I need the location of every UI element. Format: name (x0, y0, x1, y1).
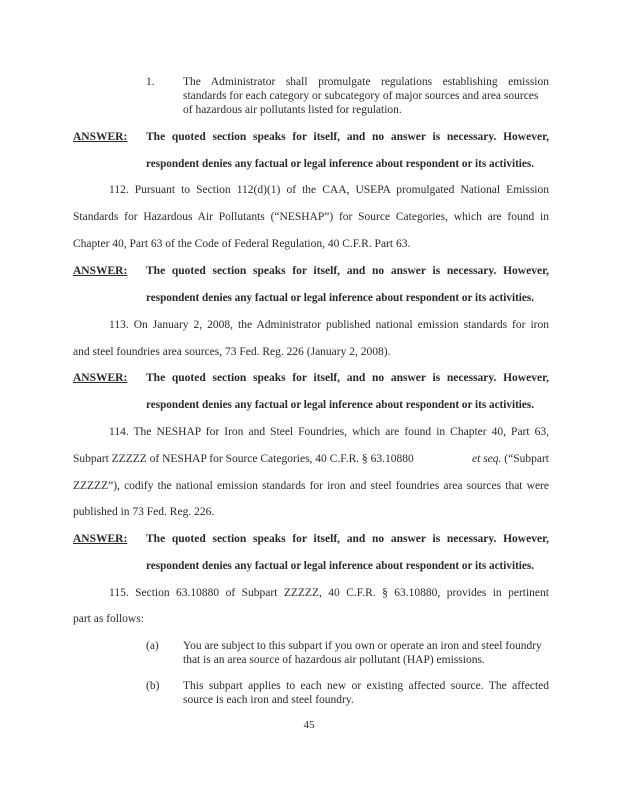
answer-text: The quoted section speaks for itself, and no answer is necessary. However, (146, 533, 549, 545)
paragraph-line: 113. On January 2, 2008, the Administrator published national emission standards for iron (109, 319, 549, 331)
paragraph-line: part as follows: (73, 613, 144, 625)
quote-line: You are subject to this subpart if you own or operate an iron and steel foundry (183, 640, 542, 652)
answer-text: The quoted section speaks for itself, and no answer is necessary. However, (146, 131, 549, 143)
answer-text: The quoted section speaks for itself, and no answer is necessary. However, (146, 372, 549, 384)
paragraph-line: ZZZZZ”), codify the national emission standards for iron and steel foundries area sources that were (73, 480, 549, 492)
paragraph-line: 114. The NESHAP for Iron and Steel Foundries, which are found in Chapter 40, Part 63, (109, 426, 549, 438)
paragraph-line: and steel foundries area sources, 73 Fed. Reg. 226 (January 2, 2008). (73, 346, 391, 358)
answer-text: respondent denies any factual or legal inference about respondent or its activities. (146, 292, 535, 304)
answer-text: respondent denies any factual or legal inference about respondent or its activities. (146, 399, 535, 411)
answer-label: ANSWER: (73, 265, 128, 277)
answer-text: respondent denies any factual or legal inference about respondent or its activities. (146, 158, 535, 170)
quote-line: standards for each category or subcategory of major sources and area sources (183, 90, 539, 102)
quote-line: that is an area source of hazardous air pollutant (HAP) emissions. (183, 654, 485, 666)
paragraph-line: 112. Pursuant to Section 112(d)(1) of the CAA, USEPA promulgated National Emission (109, 184, 549, 196)
quote-line: This subpart applies to each new or existing affected source. The affected (183, 680, 549, 692)
paragraph-line (73, 452, 549, 466)
citation-end: (“Subpart (501, 453, 549, 465)
answer-text: respondent denies any factual or legal inference about respondent or its activities. (146, 560, 535, 572)
paragraph-line: Standards for Hazardous Air Pollutants (“NESHAP”) for Source Categories, which are found in (73, 211, 549, 223)
page-number: 45 (303, 719, 315, 731)
paragraph-line: published in 73 Fed. Reg. 226. (73, 506, 215, 518)
answer-text: The quoted section speaks for itself, and no answer is necessary. However, (146, 265, 549, 277)
answer-label: ANSWER: (73, 533, 128, 545)
answer-label: ANSWER: (73, 131, 128, 143)
italic-et-seq: et seq. (472, 453, 502, 465)
quote-line: source is each iron and steel foundry. (183, 694, 354, 706)
quote-line: The Administrator shall promulgate regulations establishing emission (183, 76, 549, 88)
citation-text: Subpart ZZZZZ of NESHAP for Source Categories, 40 C.F.R. § 63.10880 (73, 453, 414, 465)
quote-line: of hazardous air pollutants listed for regulation. (183, 104, 402, 116)
paragraph-line: 115. Section 63.10880 of Subpart ZZZZZ, 40 C.F.R. § 63.10880, provides in pertinent (109, 587, 549, 599)
subsection-label: (b) (146, 680, 160, 692)
subsection-label: (a) (146, 640, 159, 652)
citation-tail (472, 452, 549, 466)
answer-label: ANSWER: (73, 372, 128, 384)
paragraph-line: Chapter 40, Part 63 of the Code of Federal Regulation, 40 C.F.R. Part 63. (73, 238, 411, 250)
item-number: 1. (146, 76, 155, 88)
